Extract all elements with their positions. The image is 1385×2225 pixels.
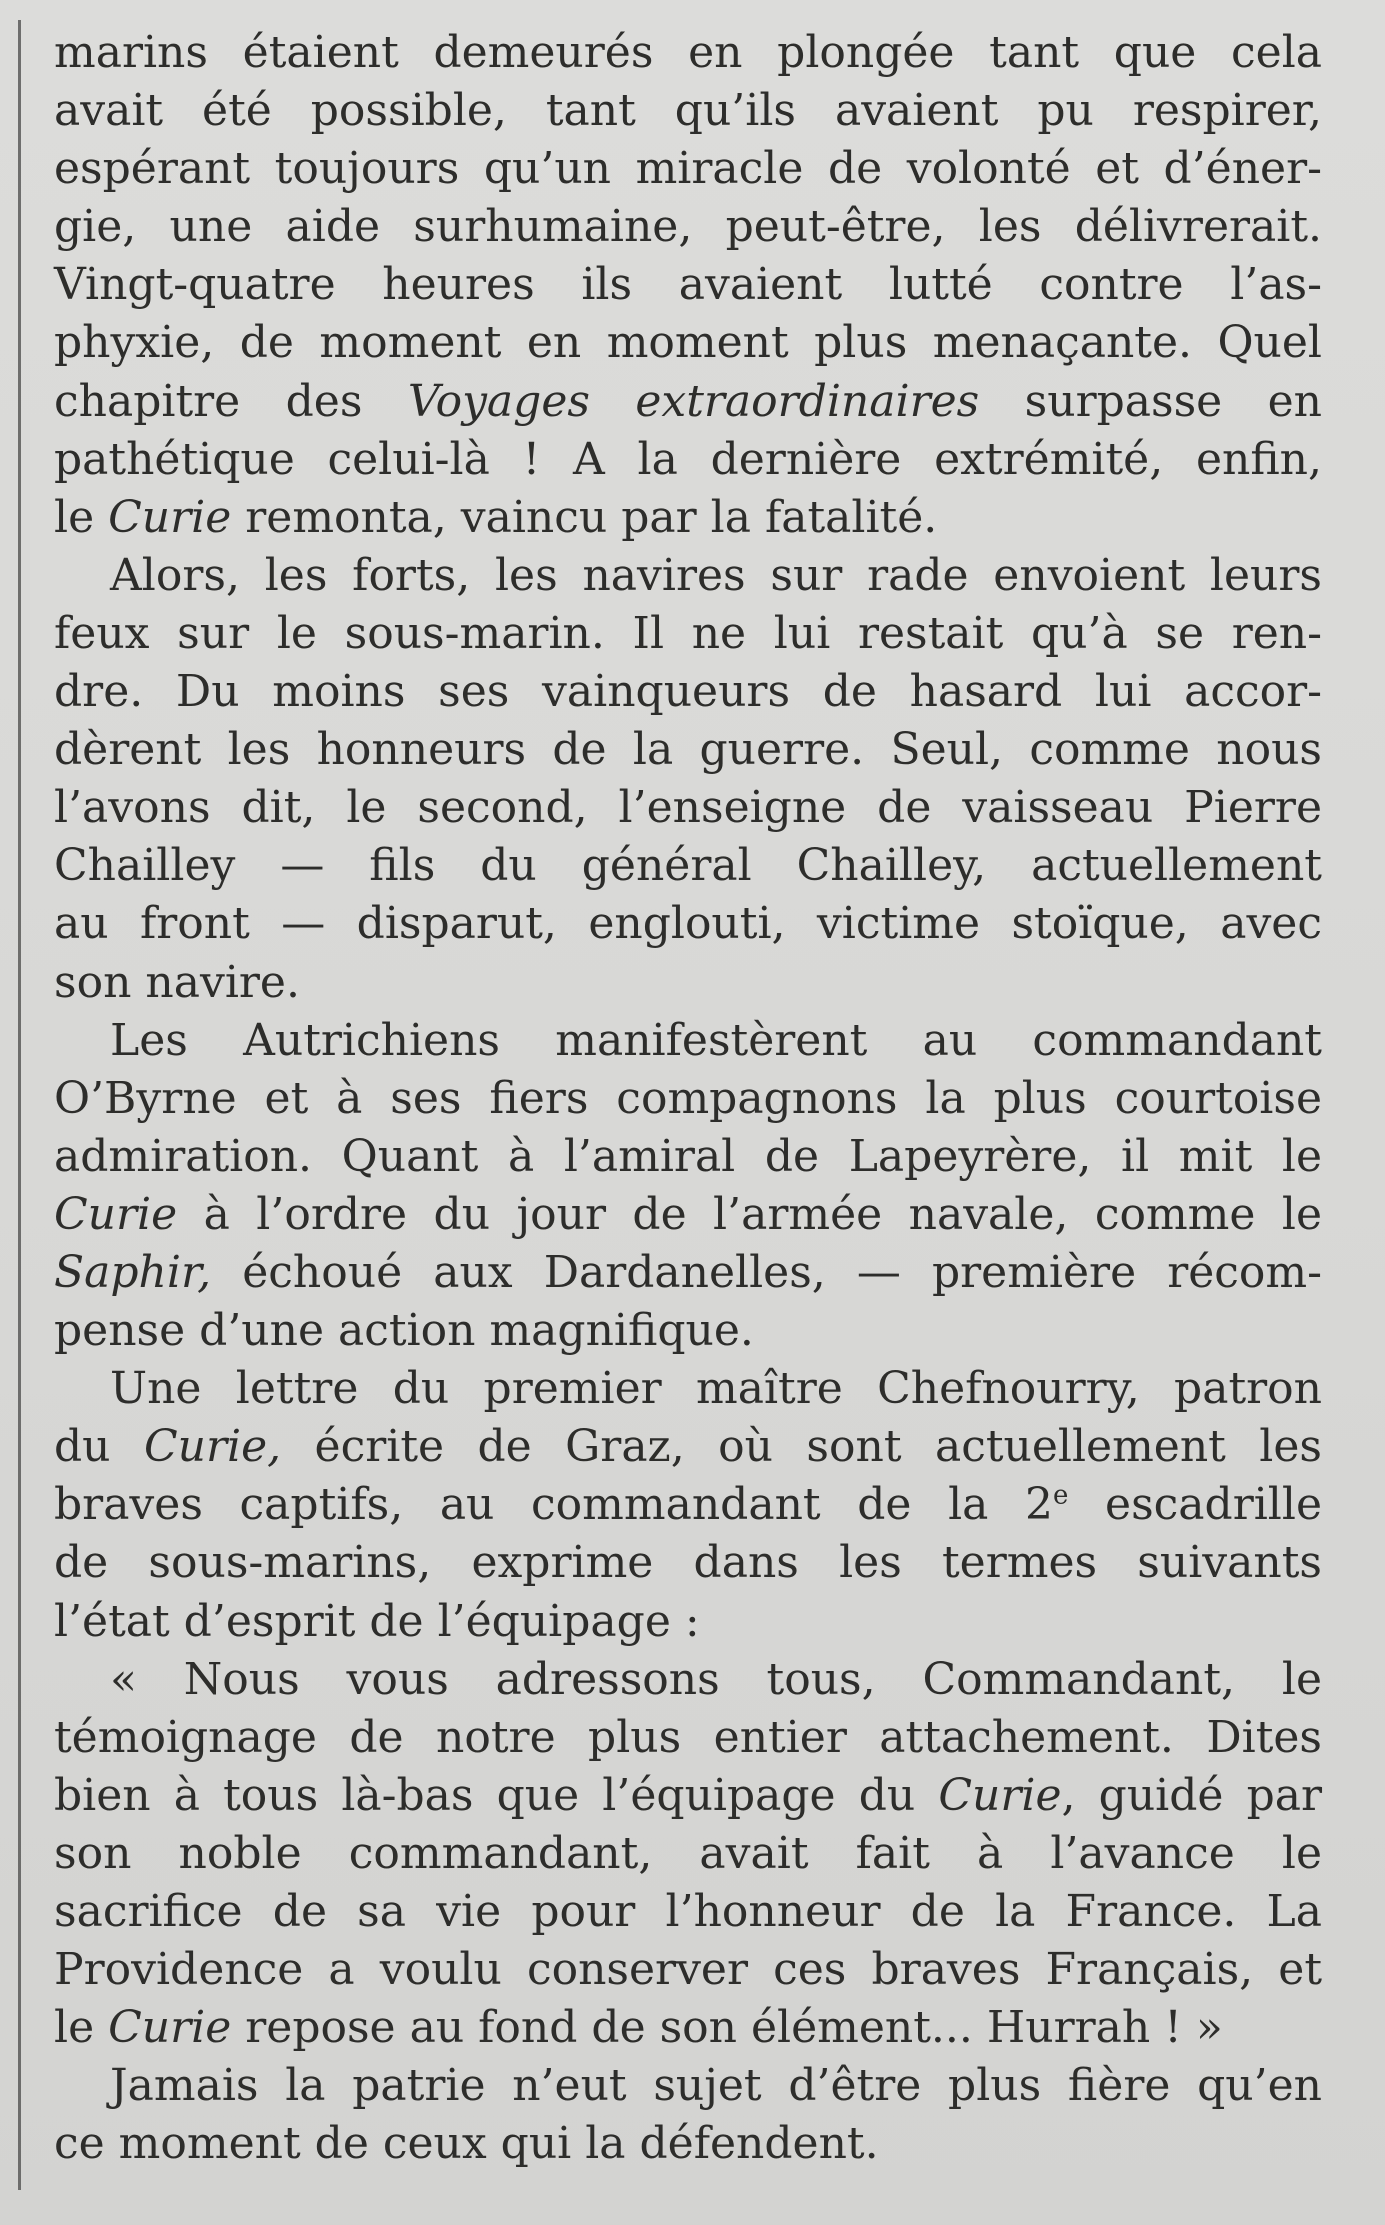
italic-title: Curie [108, 2002, 232, 2054]
text-segment: échoué aux Dardanelles, — première récom- [211, 1246, 1322, 1298]
text-segment: pathétique celui-là ! A la dernière extrémité, enfin, [54, 433, 1322, 485]
text-segment: à l’ordre du jour de l’armée navale, comme le [177, 1188, 1322, 1240]
text-line [54, 489, 1322, 547]
text-line [54, 1070, 1322, 1128]
text-segment: « Nous vous adressons tous, Commandant, le [110, 1653, 1322, 1705]
paragraph [54, 1012, 1322, 1361]
text-line [54, 1012, 1322, 1070]
text-line [54, 1883, 1322, 1941]
text-segment: dèrent les honneurs de la guerre. Seul, comme nous [54, 724, 1322, 776]
text-segment: le [54, 491, 109, 543]
text-segment: sacrifice de sa vie pour l’honneur de la France. La [54, 1886, 1322, 1937]
text-line [54, 895, 1322, 953]
text-line [54, 1128, 1322, 1186]
paragraph [54, 1651, 1322, 2058]
text-line [54, 605, 1322, 663]
text-segment: bien à tous là-bas que l’équipage du [54, 1769, 939, 1821]
text-segment: , guidé par [1061, 1769, 1323, 1821]
text-segment: braves captifs, au commandant de la 2 [54, 1479, 1054, 1531]
paragraph [54, 24, 1322, 547]
text-segment: ce moment de ceux qui la défendent. [54, 2118, 879, 2170]
text-line [54, 431, 1322, 489]
text-line [54, 140, 1322, 198]
text-line [54, 779, 1322, 837]
text-line [54, 547, 1322, 605]
text-segment: avait été possible, tant qu’ils avaient pu respirer, [54, 85, 1322, 137]
text-segment: Alors, les forts, les navires sur rade envoient leurs [110, 549, 1322, 601]
text-segment: Vingt-quatre heures ils avaient lutté contre l’as- [54, 259, 1322, 311]
text-segment: témoignage de notre plus entier attachement. Dites [54, 1711, 1322, 1763]
text-segment: de sous-marins, exprime dans les termes suivants [54, 1537, 1322, 1589]
italic-title: Curie, [143, 1421, 282, 1473]
italic-title: Curie [54, 1188, 178, 1240]
text-line [54, 1186, 1322, 1244]
text-segment: escadrille [1068, 1479, 1322, 1531]
text-line [54, 2115, 1322, 2173]
text-segment: gie, une aide surhumaine, peut-être, les délivrerait. [54, 201, 1322, 253]
article-text [54, 24, 1322, 2173]
text-line [54, 24, 1322, 82]
text-line [54, 1999, 1322, 2057]
paragraph [54, 547, 1322, 1012]
italic-title: Curie [108, 491, 232, 543]
paragraph [54, 1360, 1322, 1650]
text-line [54, 1825, 1322, 1883]
text-segment: phyxie, de moment en moment plus menaçante. Quel [54, 317, 1322, 369]
text-line [54, 2057, 1322, 2115]
text-line [54, 1593, 1322, 1651]
text-segment: Providence a voulu conserver ces braves Français, et [54, 1944, 1322, 1996]
text-segment: marins étaient demeurés en plongée tant que cela [54, 27, 1322, 78]
text-segment: espérant toujours qu’un miracle de volonté et d’éner- [54, 143, 1322, 195]
text-segment: le [54, 2002, 109, 2054]
paragraph [54, 2057, 1322, 2173]
text-segment: l’état d’esprit de l’équipage : [54, 1595, 700, 1647]
left-margin-rule [18, 20, 21, 2190]
text-line [54, 1360, 1322, 1418]
text-line [54, 1651, 1322, 1709]
text-line [54, 1244, 1322, 1302]
italic-title: Voyages extraordinaires [407, 375, 980, 427]
text-segment: admiration. Quant à l’amiral de Lapeyrère, il mit le [54, 1130, 1322, 1182]
text-line [54, 721, 1322, 779]
text-line [54, 314, 1322, 372]
text-line [54, 373, 1322, 431]
text-segment: au front — disparut, englouti, victime stoïque, avec [54, 898, 1322, 950]
text-line [54, 837, 1322, 895]
text-line [54, 1534, 1322, 1592]
text-line [54, 954, 1322, 1012]
text-segment: O’Byrne et à ses fiers compagnons la plus courtoise [54, 1072, 1322, 1124]
text-segment: Une lettre du premier maître Chefnourry, patron [110, 1363, 1322, 1415]
text-line [54, 256, 1322, 314]
text-segment: pense d’une action magnifique. [54, 1305, 754, 1357]
text-line [54, 1767, 1322, 1825]
superscript: e [1053, 1480, 1069, 1511]
text-segment: dre. Du moins ses vainqueurs de hasard lui accor- [54, 666, 1322, 718]
text-line [54, 198, 1322, 256]
text-segment: son noble commandant, avait fait à l’avance le [54, 1827, 1322, 1879]
text-line [54, 1941, 1322, 1999]
text-segment: Jamais la patrie n’eut sujet d’être plus fière qu’en [110, 2060, 1322, 2112]
text-segment: feux sur le sous-marin. Il ne lui restait qu’à se ren- [54, 607, 1322, 659]
text-segment: chapitre des [54, 375, 408, 427]
italic-title: Saphir, [54, 1246, 212, 1298]
text-line [54, 663, 1322, 721]
text-segment: surpasse en [979, 375, 1323, 427]
text-segment: repose au fond de son élément... Hurrah ! » [231, 2002, 1223, 2054]
text-segment: l’avons dit, le second, l’enseigne de vaisseau Pierre [54, 782, 1322, 834]
text-segment: écrite de Graz, où sont actuellement les [281, 1421, 1322, 1473]
text-segment: remonta, vaincu par la fatalité. [231, 491, 938, 543]
text-line [54, 82, 1322, 140]
text-segment: Chailley — fils du général Chailley, actuellement [54, 840, 1322, 892]
text-segment: son navire. [54, 956, 300, 1008]
text-line [54, 1302, 1322, 1360]
text-line [54, 1476, 1322, 1534]
text-segment: Les Autrichiens manifestèrent au commandant [110, 1014, 1322, 1066]
text-line [54, 1709, 1322, 1767]
italic-title: Curie [938, 1769, 1062, 1821]
text-line [54, 1418, 1322, 1476]
text-segment: du [54, 1421, 144, 1473]
